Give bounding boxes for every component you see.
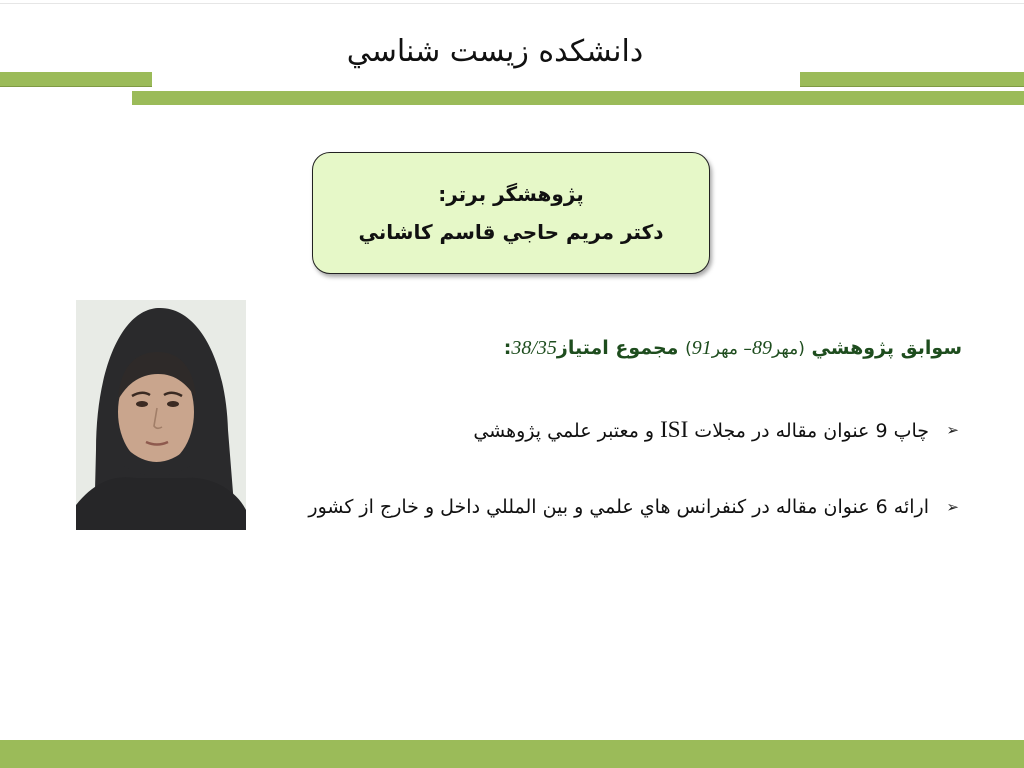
arrowhead-bullet-icon: ➢ <box>946 498 959 516</box>
period-end-year: 91 <box>691 337 712 359</box>
bullet-text-part2: و معتبر علمي پژوهشي <box>473 420 661 442</box>
research-record-list <box>285 410 961 527</box>
top-rule <box>0 3 1024 4</box>
period-dash: – <box>738 339 752 359</box>
header-bar-right <box>800 72 1024 87</box>
callout-researcher-name: دکتر مريم حاجي قاسم کاشاني <box>358 220 664 244</box>
callout-heading: پژوهشگر برتر: <box>438 182 584 206</box>
researcher-photo <box>76 300 246 530</box>
period-start-year: 89 <box>751 337 772 359</box>
total-score-label: مجموع امتياز <box>556 337 686 359</box>
header-bar-left <box>0 72 152 87</box>
bullet-text-part1: چاپ 9 عنوان مقاله در مجلات <box>688 420 929 442</box>
bullet-text-isi: ISI <box>660 417 689 442</box>
page-title: دانشکده زيست شناسي <box>346 34 644 69</box>
bullet-text: ارائه 6 عنوان مقاله در کنفرانس هاي علمي و بين المللي داخل و خارج از کشور <box>308 496 929 518</box>
heading-colon: : <box>503 337 512 359</box>
top-researcher-callout <box>312 152 710 274</box>
period-start-label: (مهر <box>771 339 805 359</box>
period-close: ) <box>685 339 692 359</box>
period-end-label: مهر <box>711 339 739 359</box>
research-record-heading <box>300 330 962 367</box>
arrowhead-bullet-icon: ➢ <box>946 421 959 439</box>
total-score-value: 38/35 <box>511 337 557 359</box>
header-bar-wide <box>132 91 1024 105</box>
list-item <box>285 487 961 527</box>
list-item <box>285 410 961 451</box>
research-record-label: سوابق پژوهشي <box>804 337 962 359</box>
footer-bar <box>0 740 1024 768</box>
